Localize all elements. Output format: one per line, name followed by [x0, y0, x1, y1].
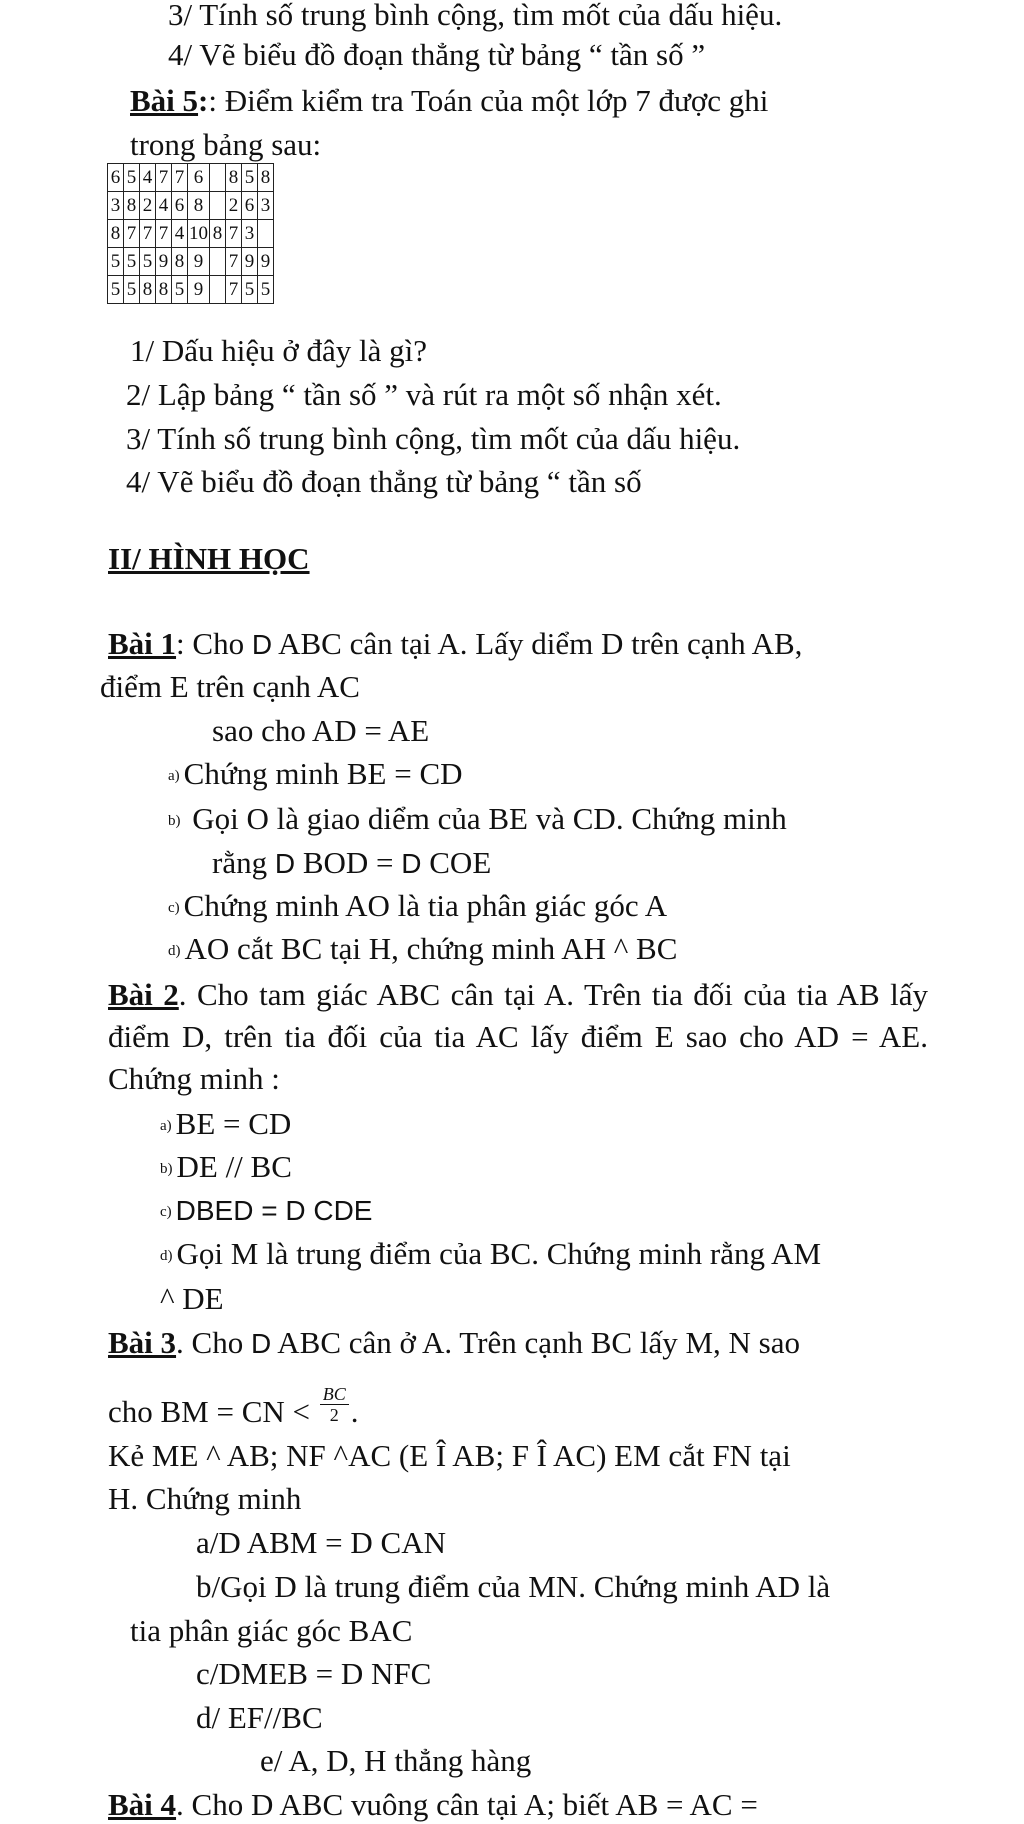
table-cell: 6 — [242, 192, 258, 220]
hh1-d — [168, 930, 677, 970]
hh1-d-text: AO cắt BC tại H, chứng minh AH ^ BC — [184, 931, 678, 966]
hh1-line1 — [108, 625, 802, 664]
hh3-line2-text: cho BM = CN < — [108, 1394, 311, 1429]
table-cell: 6 — [172, 192, 188, 220]
hh1-b-text2c: COE — [429, 845, 492, 880]
hh4-text: . Cho D ABC vuông cân tại A; biết AB = AC = — [176, 1787, 758, 1822]
hh4-line1 — [108, 1786, 758, 1824]
table-cell: 5 — [124, 164, 140, 192]
triangle-symbol: D — [251, 629, 273, 660]
hh3-text-a: . Cho — [176, 1325, 251, 1360]
table-cell — [258, 220, 274, 248]
hh3-line2 — [108, 1384, 359, 1435]
hh1-text-a: : Cho — [176, 626, 252, 661]
table-cell: 4 — [172, 220, 188, 248]
fraction-bc-over-2 — [320, 1384, 349, 1425]
hh1-line2: điểm E trên cạnh AC — [100, 669, 360, 704]
table-cell: 9 — [258, 248, 274, 276]
table-cell: 8 — [258, 164, 274, 192]
table-cell: 2 — [140, 192, 156, 220]
hh2-d — [160, 1235, 821, 1275]
table-cell: 9 — [242, 248, 258, 276]
table-cell: 7 — [226, 248, 242, 276]
table-cell: 7 — [156, 220, 172, 248]
table-cell: 3 — [258, 192, 274, 220]
hh2-b-text: DE // BC — [176, 1149, 292, 1184]
table-cell: 9 — [188, 276, 210, 304]
hh4-label: Bài 4 — [108, 1787, 177, 1822]
table-cell: 8 — [226, 164, 242, 192]
hh2-c — [160, 1191, 372, 1231]
table-cell: 2 — [226, 192, 242, 220]
table-cell: 4 — [140, 164, 156, 192]
hh3-b-line2: tia phân giác góc BAC — [130, 1613, 413, 1648]
table-cell: 8 — [156, 276, 172, 304]
hh1-a-mark: a) — [168, 768, 180, 784]
hh1-c-mark: c) — [168, 900, 180, 916]
table-cell: 8 — [172, 248, 188, 276]
table-cell: 10 — [188, 220, 210, 248]
hh1-line3: sao cho AD = AE — [212, 713, 430, 748]
table-cell: 7 — [124, 220, 140, 248]
table-row — [108, 192, 274, 220]
bai5-q2: 2/ Lập bảng “ tần số ” và rút ra một số nhận xét. — [126, 377, 722, 412]
bai5-q1: 1/ Dấu hiệu ở đây là gì? — [130, 333, 428, 368]
table-cell: 3 — [242, 220, 258, 248]
table-cell — [210, 164, 226, 192]
hh3-line3: Kẻ ME ^ AB; NF ^AC (E Î AB; F Î AC) EM cắt FN tại — [108, 1438, 791, 1473]
table-cell: 8 — [188, 192, 210, 220]
hh1-b-mark: b) — [168, 813, 181, 829]
table-cell: 5 — [124, 276, 140, 304]
table-cell — [210, 276, 226, 304]
table-cell: 7 — [226, 220, 242, 248]
table-row — [108, 248, 274, 276]
bai5-colon: : — [198, 83, 209, 118]
hh2-text: . Cho tam giác ABC cân tại A. Trên tia đối của tia AB lấy điểm D, trên tia đối của tia AC lấy điểm E sao cho AD = AE. Chứng minh : — [108, 977, 928, 1096]
hh3-a: a/D ABM = D CAN — [196, 1525, 446, 1560]
table-cell: 5 — [242, 276, 258, 304]
hh3-line2-end: . — [350, 1394, 359, 1429]
triangle-symbol: D — [250, 1328, 272, 1359]
table-row — [108, 164, 274, 192]
table-cell: 4 — [156, 192, 172, 220]
bai5-q4: 4/ Vẽ biểu đồ đoạn thẳng từ bảng “ tần số — [126, 464, 642, 499]
table-cell: 5 — [242, 164, 258, 192]
table-cell: 5 — [108, 248, 124, 276]
bai5-heading — [130, 82, 768, 120]
hh3-b: b/Gọi D là trung điểm của MN. Chứng minh AD là — [196, 1569, 831, 1604]
hh2-b — [160, 1148, 292, 1188]
triangle-symbol: D — [401, 848, 422, 879]
bai5-label: Bài 5 — [130, 83, 199, 118]
table-cell — [210, 192, 226, 220]
bai5-q3: 3/ Tính số trung bình cộng, tìm mốt của dấu hiệu. — [126, 421, 741, 456]
table-cell: 5 — [140, 248, 156, 276]
triangle-symbol: D — [274, 848, 296, 879]
table-cell: 5 — [172, 276, 188, 304]
table-cell: 5 — [258, 276, 274, 304]
bai5-text: : Điểm kiểm tra Toán của một lớp 7 được ghi — [208, 83, 769, 118]
hh2-a-text: BE = CD — [175, 1106, 292, 1141]
table-cell: 5 — [124, 248, 140, 276]
hh2-d-text: Gọi M là trung điểm của BC. Chứng minh rằng AM — [176, 1236, 822, 1271]
hh1-label: Bài 1 — [108, 626, 177, 661]
hh1-b-line2 — [212, 844, 491, 883]
hh2-a — [160, 1105, 291, 1145]
hh3-c: c/DMEB = D NFC — [196, 1656, 432, 1691]
hh3-line4: H. Chứng minh — [108, 1481, 302, 1516]
table-cell: 7 — [172, 164, 188, 192]
hh3-e: e/ A, D, H thẳng hàng — [260, 1743, 532, 1778]
table-cell: 9 — [188, 248, 210, 276]
hh3-line1 — [108, 1324, 800, 1363]
table-cell: 7 — [226, 276, 242, 304]
table-cell: 7 — [156, 164, 172, 192]
hh3-label: Bài 3 — [108, 1325, 177, 1360]
hh1-c — [168, 887, 667, 927]
hh2-d-mark: d) — [160, 1248, 173, 1264]
table-cell: 5 — [108, 276, 124, 304]
hh1-c-text: Chứng minh AO là tia phân giác góc A — [183, 888, 668, 923]
table-cell: 8 — [108, 220, 124, 248]
hh1-a-text: Chứng minh BE = CD — [183, 756, 463, 791]
fraction-denominator: 2 — [329, 1405, 339, 1426]
hh2-d-line2: ^ DE — [160, 1281, 224, 1316]
hh1-d-mark: d) — [168, 943, 181, 959]
section-title: II/ HÌNH HỌC — [108, 541, 310, 576]
table-cell: 8 — [124, 192, 140, 220]
table-cell: 6 — [108, 164, 124, 192]
question-3-top: 3/ Tính số trung bình cộng, tìm mốt của dấu hiệu. — [168, 0, 783, 32]
hh1-b — [168, 800, 787, 840]
hh2-paragraph — [108, 974, 928, 1100]
hh2-a-mark: a) — [160, 1118, 172, 1134]
hh1-b-text2b: BOD = — [302, 845, 402, 880]
hh2-label: Bài 2 — [108, 977, 179, 1012]
table-cell: 8 — [210, 220, 226, 248]
question-4-top: 4/ Vẽ biểu đồ đoạn thẳng từ bảng “ tần số ” — [168, 37, 706, 72]
bai5-text2: trong bảng sau: — [130, 127, 322, 162]
table-cell — [210, 248, 226, 276]
hh2-b-mark: b) — [160, 1161, 173, 1177]
table-cell: 7 — [140, 220, 156, 248]
hh1-text-b: ABC cân tại A. Lấy diểm D trên cạnh AB, — [272, 626, 803, 661]
table-row — [108, 220, 274, 248]
hh2-c-mark: c) — [160, 1204, 172, 1220]
fraction-numerator: BC — [320, 1384, 349, 1405]
table-cell: 3 — [108, 192, 124, 220]
hh3-text-b: ABC cân ở A. Trên cạnh BC lấy M, N sao — [271, 1325, 800, 1360]
table-cell: 9 — [156, 248, 172, 276]
hh1-b-text: Gọi O là giao diểm của BE và CD. Chứng minh — [184, 801, 787, 836]
score-table — [107, 163, 274, 304]
hh3-d: d/ EF//BC — [196, 1700, 323, 1735]
hh1-b-text2a: rằng — [212, 845, 275, 880]
hh1-a — [168, 755, 463, 795]
hh2-c-text: DBED = D CDE — [175, 1195, 373, 1226]
table-cell: 6 — [188, 164, 210, 192]
table-cell: 8 — [140, 276, 156, 304]
table-row — [108, 276, 274, 304]
